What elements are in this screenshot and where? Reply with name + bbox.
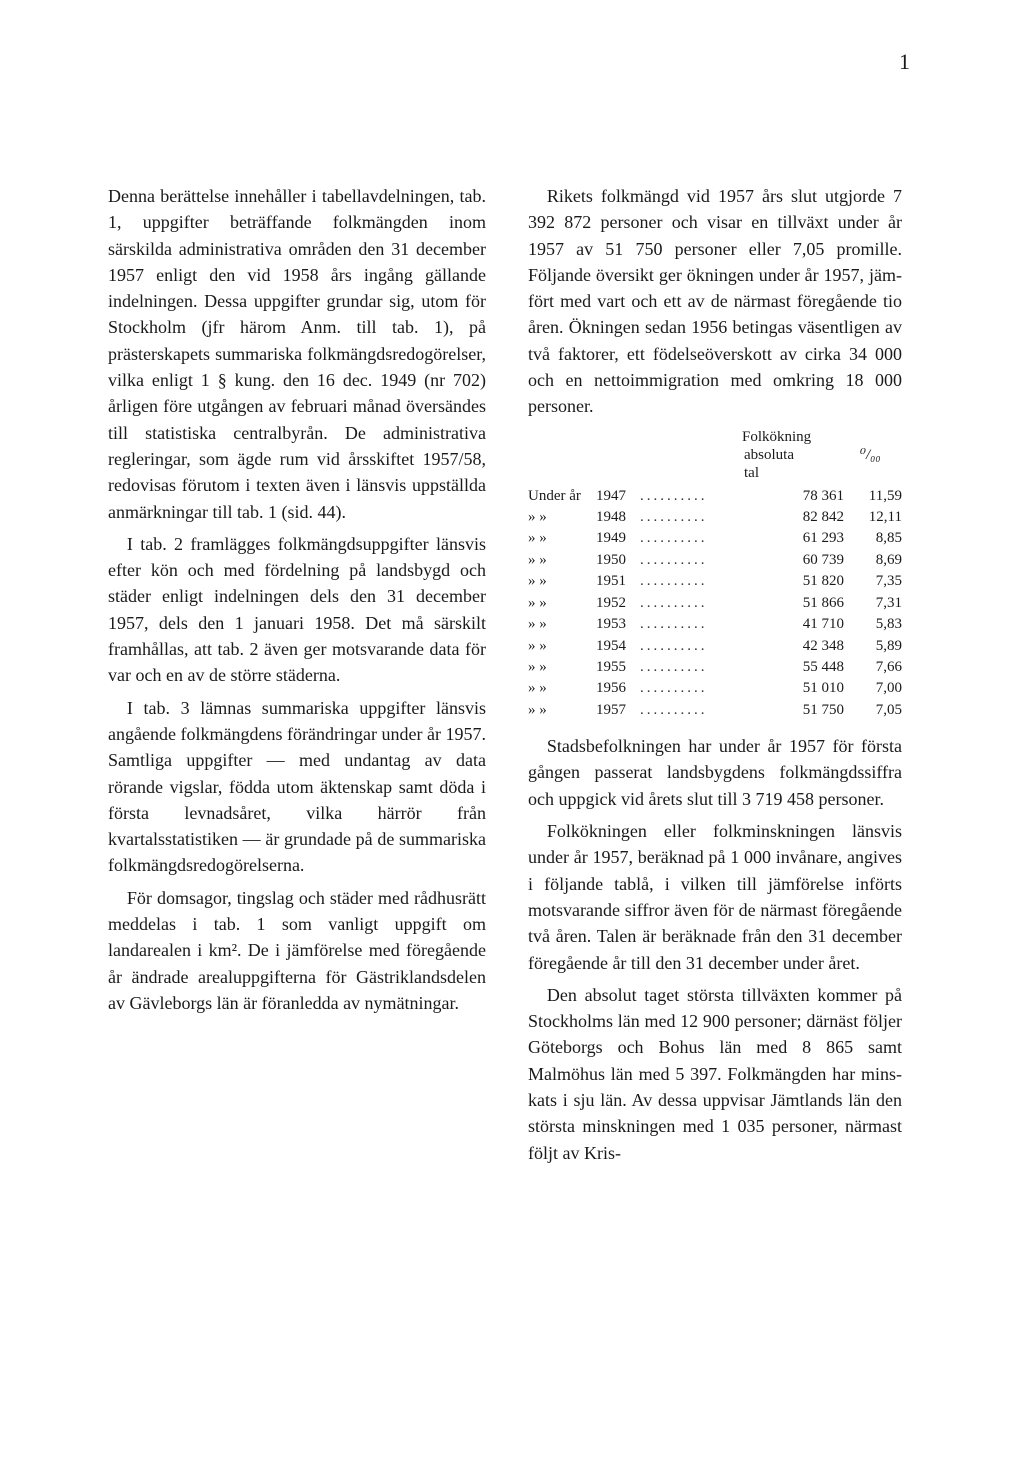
row-absolute: 42 348 [802,637,844,654]
table-row [528,636,902,657]
header-title: Folkökning [742,428,812,445]
table-row [528,614,902,635]
header-permille: ⁰/₀₀ [860,446,881,463]
row-permille: 5,83 [875,616,902,633]
row-leader-dots: .......... [640,551,708,568]
paragraph-urban: Stadsbefolkningen har under år 1957 för första gången passerat landsbygdens folkmängdssiffra och uppgick vid årets slut till 3 719 458 personer. [528,736,902,809]
row-label: » » [528,573,547,590]
paragraph-county-change: Folkökningen eller folkminskningen länsvis under år 1957, beräknad på 1 000 invånare, angives i följande tablå, i vilken till jämförelse införts motsvarande siffror även för de närmast föregående två åren. Talen är beräknade från den 31 december föregående år till den 31 december under året. [528,821,902,973]
table-row [528,678,902,699]
paragraph-tab3: I tab. 3 lämnas summariska uppgifter länsvis angående folkmängdens förändringar under år 1957. Samtliga uppgifter — med undantag av data rörande vigslar, födda utom äktenskap samt döda i första levnadsåret, vilka härrör från kvartalsstatistiken — är grundade på de summariska folkmängdsredogörelserna. [108,697,486,876]
table-row [528,507,902,528]
row-absolute: 82 842 [802,509,844,526]
row-permille: 7,31 [875,594,902,611]
row-permille: 8,85 [875,530,902,547]
row-year: 1956 [596,680,626,697]
paragraph-tab2: I tab. 2 framlägges folkmängdsuppgifter länsvis efter kön och med fördelning på landsbygd och städer enligt indelningen dels den 31 december 1957, dels den 1 januari 1958. Det må särskilt framhållas, att tab. 2 även ger motsvarande data för var och en av de större städerna. [108,533,486,686]
header-absolute-line1: absoluta [744,446,794,463]
row-label: » » [528,701,547,718]
row-leader-dots: .......... [640,637,708,654]
row-absolute: 78 361 [802,487,844,504]
row-label: » » [528,594,547,611]
row-permille: 5,89 [875,637,902,654]
row-year: 1951 [596,573,626,590]
right-column [528,183,902,1166]
paragraph-largest-growth: Den absolut taget största tillväxten kommer på Stockholms län med 12 900 personer; därnäst följer Göteborgs och Bohus län med 8 865 samt Malmöhus län med 5 397. Folkmängden har minskats i sju län. Av dessa uppvisar Jämtlands län den största minskningen med 1 035 personer, närmast följt av Kris- [528,984,902,1163]
row-leader-dots: .......... [640,594,708,611]
row-year: 1950 [596,551,626,568]
page-number: 1 [899,49,910,74]
row-leader-dots: .......... [640,616,708,633]
row-absolute: 51 750 [802,701,844,718]
table-row [528,700,902,721]
row-year: 1947 [596,487,626,504]
row-label: » » [528,658,547,675]
row-permille: 7,35 [875,573,902,590]
row-year: 1952 [596,594,626,611]
row-leader-dots: .......... [640,573,708,590]
row-leader-dots: .......... [640,680,708,697]
row-permille: 12,11 [868,509,902,526]
row-year: 1955 [596,658,626,675]
row-year: 1948 [596,509,626,526]
paragraph-intro: Denna berättelse innehåller i tabellavdelningen, tab. 1, uppgifter beträffande folkmängden inom särskilda administrativa områden den 31 december 1957 enligt den vid 1958 års ingång gällande indelningen. Dessa uppgifter grundar sig, utom för Stockholm (jfr härom Anm. till tab. 1), på prästerskapets summariska folkmängdsredogörelser, vilka enligt 1 § kung. den 16 dec. 1949 (nr 702) årligen före utgången av februari månad översändes till statistiska centralbyrån. De administrativa regleringar, som ägde rum vid årsskiftet 1957/58, redovisas förutom i texten även i länsvis uppställda anmärkningar till tab. 1 (sid. 44). [108,186,486,522]
row-year: 1949 [596,530,626,547]
row-leader-dots: .......... [640,509,708,526]
growth-table-header [528,428,902,482]
row-absolute: 55 448 [802,658,844,675]
header-absolute [742,428,860,482]
row-label: » » [528,509,547,526]
row-absolute: 41 710 [802,616,844,633]
row-year: 1953 [596,616,626,633]
row-year: 1954 [596,637,626,654]
table-row [528,571,902,592]
row-absolute: 51 820 [802,573,844,590]
row-leader-dots: .......... [640,658,708,675]
row-absolute: 60 739 [802,551,844,568]
left-column [108,183,486,1016]
table-row [528,550,902,571]
row-absolute: 51 010 [802,680,844,697]
row-leader-dots: .......... [640,487,708,504]
row-year: 1957 [596,701,626,718]
row-label: » » [528,680,547,697]
population-growth-table [528,428,902,721]
table-row [528,528,902,549]
row-label: Under år [528,487,581,504]
table-row [528,593,902,614]
row-absolute: 61 293 [802,530,844,547]
row-label: » » [528,616,547,633]
row-leader-dots: .......... [640,701,708,718]
table-row [528,486,902,507]
paragraph-population: Rikets folkmängd vid 1957 års slut utgjorde 7 392 872 personer och visar en tillväxt under år 1957 av 51 750 personer eller 7,05 promille. Följande översikt ger ökningen under år 1957, jämfört med vart och ett av de närmast föregående tio åren. Ökningen sedan 1956 betingas väsentligen av två faktorer, ett födelseöverskott av cirka 34 000 och en nettoimmigration med omkring 18 000 personer. [528,186,902,417]
row-permille: 7,00 [875,680,902,697]
row-permille: 7,05 [875,701,902,718]
row-absolute: 51 866 [802,594,844,611]
row-label: » » [528,637,547,654]
paragraph-landarea: För domsagor, tingslag och städer med rådhusrätt meddelas i tab. 1 som vanligt uppgift om landarealen i km². De i jämförelse med föregående år ändrade arealuppgifterna för Gästriklandsdelen av Gävleborgs län är föranledda av nymätningar. [108,887,486,1013]
row-permille: 8,69 [875,551,902,568]
row-label: » » [528,530,547,547]
table-row [528,657,902,678]
row-permille: 7,66 [875,658,902,675]
row-leader-dots: .......... [640,530,708,547]
header-absolute-line2: tal [744,464,759,481]
row-permille: 11,59 [868,487,902,504]
row-label: » » [528,551,547,568]
growth-table-body [528,486,902,721]
